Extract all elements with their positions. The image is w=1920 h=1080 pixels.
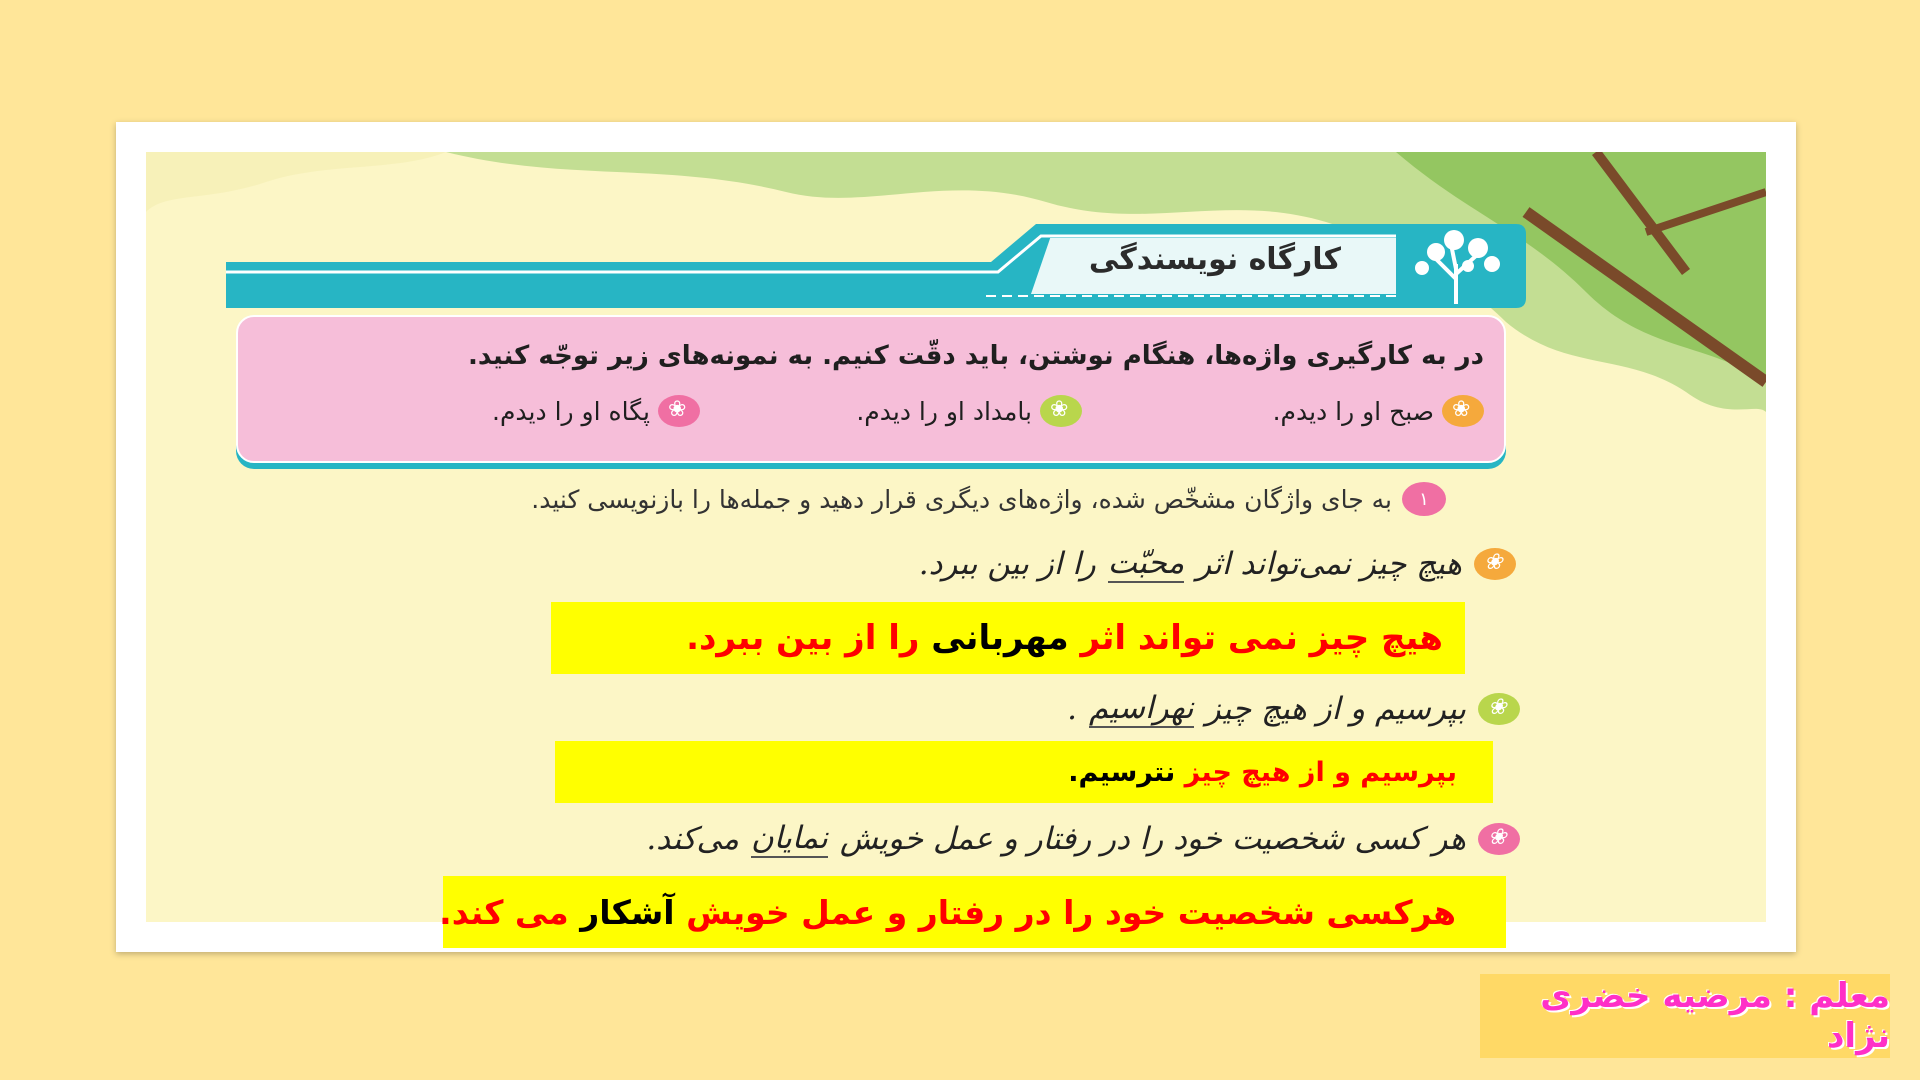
flower-bullet-icon (1474, 548, 1516, 580)
question-sentence-3: ❀ هر کسی شخصیت خود را در رفتار و عمل خویش نمایان می‌کند. (646, 820, 1520, 858)
flower-bullet-icon (1478, 693, 1520, 725)
example-2 (856, 395, 1082, 427)
replacement-word: آشکار (580, 892, 675, 932)
rule-box (236, 315, 1506, 463)
flower-bullet-icon (1442, 395, 1484, 427)
flower-bullet-icon (658, 395, 700, 427)
answer-highlight-1: هیچ چیز نمی تواند اثر مهربانی را از بین ببرد. (551, 602, 1465, 674)
instruction-text: به جای واژگان مشخّص شده، واژه‌های دیگری قرار دهید و جمله‌ها را بازنویسی کنید. (531, 484, 1392, 514)
exercise-number-badge: ۱ (1402, 482, 1446, 516)
answer-highlight-2: بپرسیم و از هیچ چیز نترسیم . (555, 741, 1493, 803)
underlined-word: محبّت (1107, 545, 1185, 581)
example-text: صبح او را دیدم. (1272, 396, 1434, 426)
exercise-instruction (531, 482, 1446, 516)
replacement-word: مهربانی (931, 618, 1069, 658)
example-3 (492, 395, 700, 427)
textbook-page (146, 152, 1766, 922)
flower-bullet-icon (1040, 395, 1082, 427)
underlined-word: نهراسیم (1089, 690, 1194, 726)
teacher-label-box (1480, 974, 1890, 1058)
underlined-word: نمایان (751, 820, 828, 856)
question-sentence-2: ❀ بپرسیم و از هیچ چیز نهراسیم . (1067, 690, 1520, 728)
replacement-word: نترسیم (1078, 756, 1176, 788)
section-title-bar (226, 222, 1526, 310)
section-title: کارگاه نویسندگی (1088, 242, 1341, 277)
flower-bullet-icon (1478, 823, 1520, 855)
question-sentence-1: ❀ هیچ چیز نمی‌تواند اثر محبّت را از بین ببرد. (919, 545, 1516, 583)
tree-icon (1396, 224, 1516, 308)
answer-highlight-3: هرکسی شخصیت خود را در رفتار و عمل خویش آشکار می کند. (443, 876, 1506, 948)
teacher-name: معلم : مرضیه خضری نژاد (1540, 976, 1890, 1056)
example-text: بامداد او را دیدم. (856, 396, 1032, 426)
example-text: پگاه او را دیدم. (492, 396, 650, 426)
example-1 (1273, 395, 1484, 427)
rule-text: در به کارگیری واژه‌ها، هنگام نوشتن، باید دقّت کنیم. به نمونه‌های زیر توجّه کنید. (468, 341, 1484, 371)
